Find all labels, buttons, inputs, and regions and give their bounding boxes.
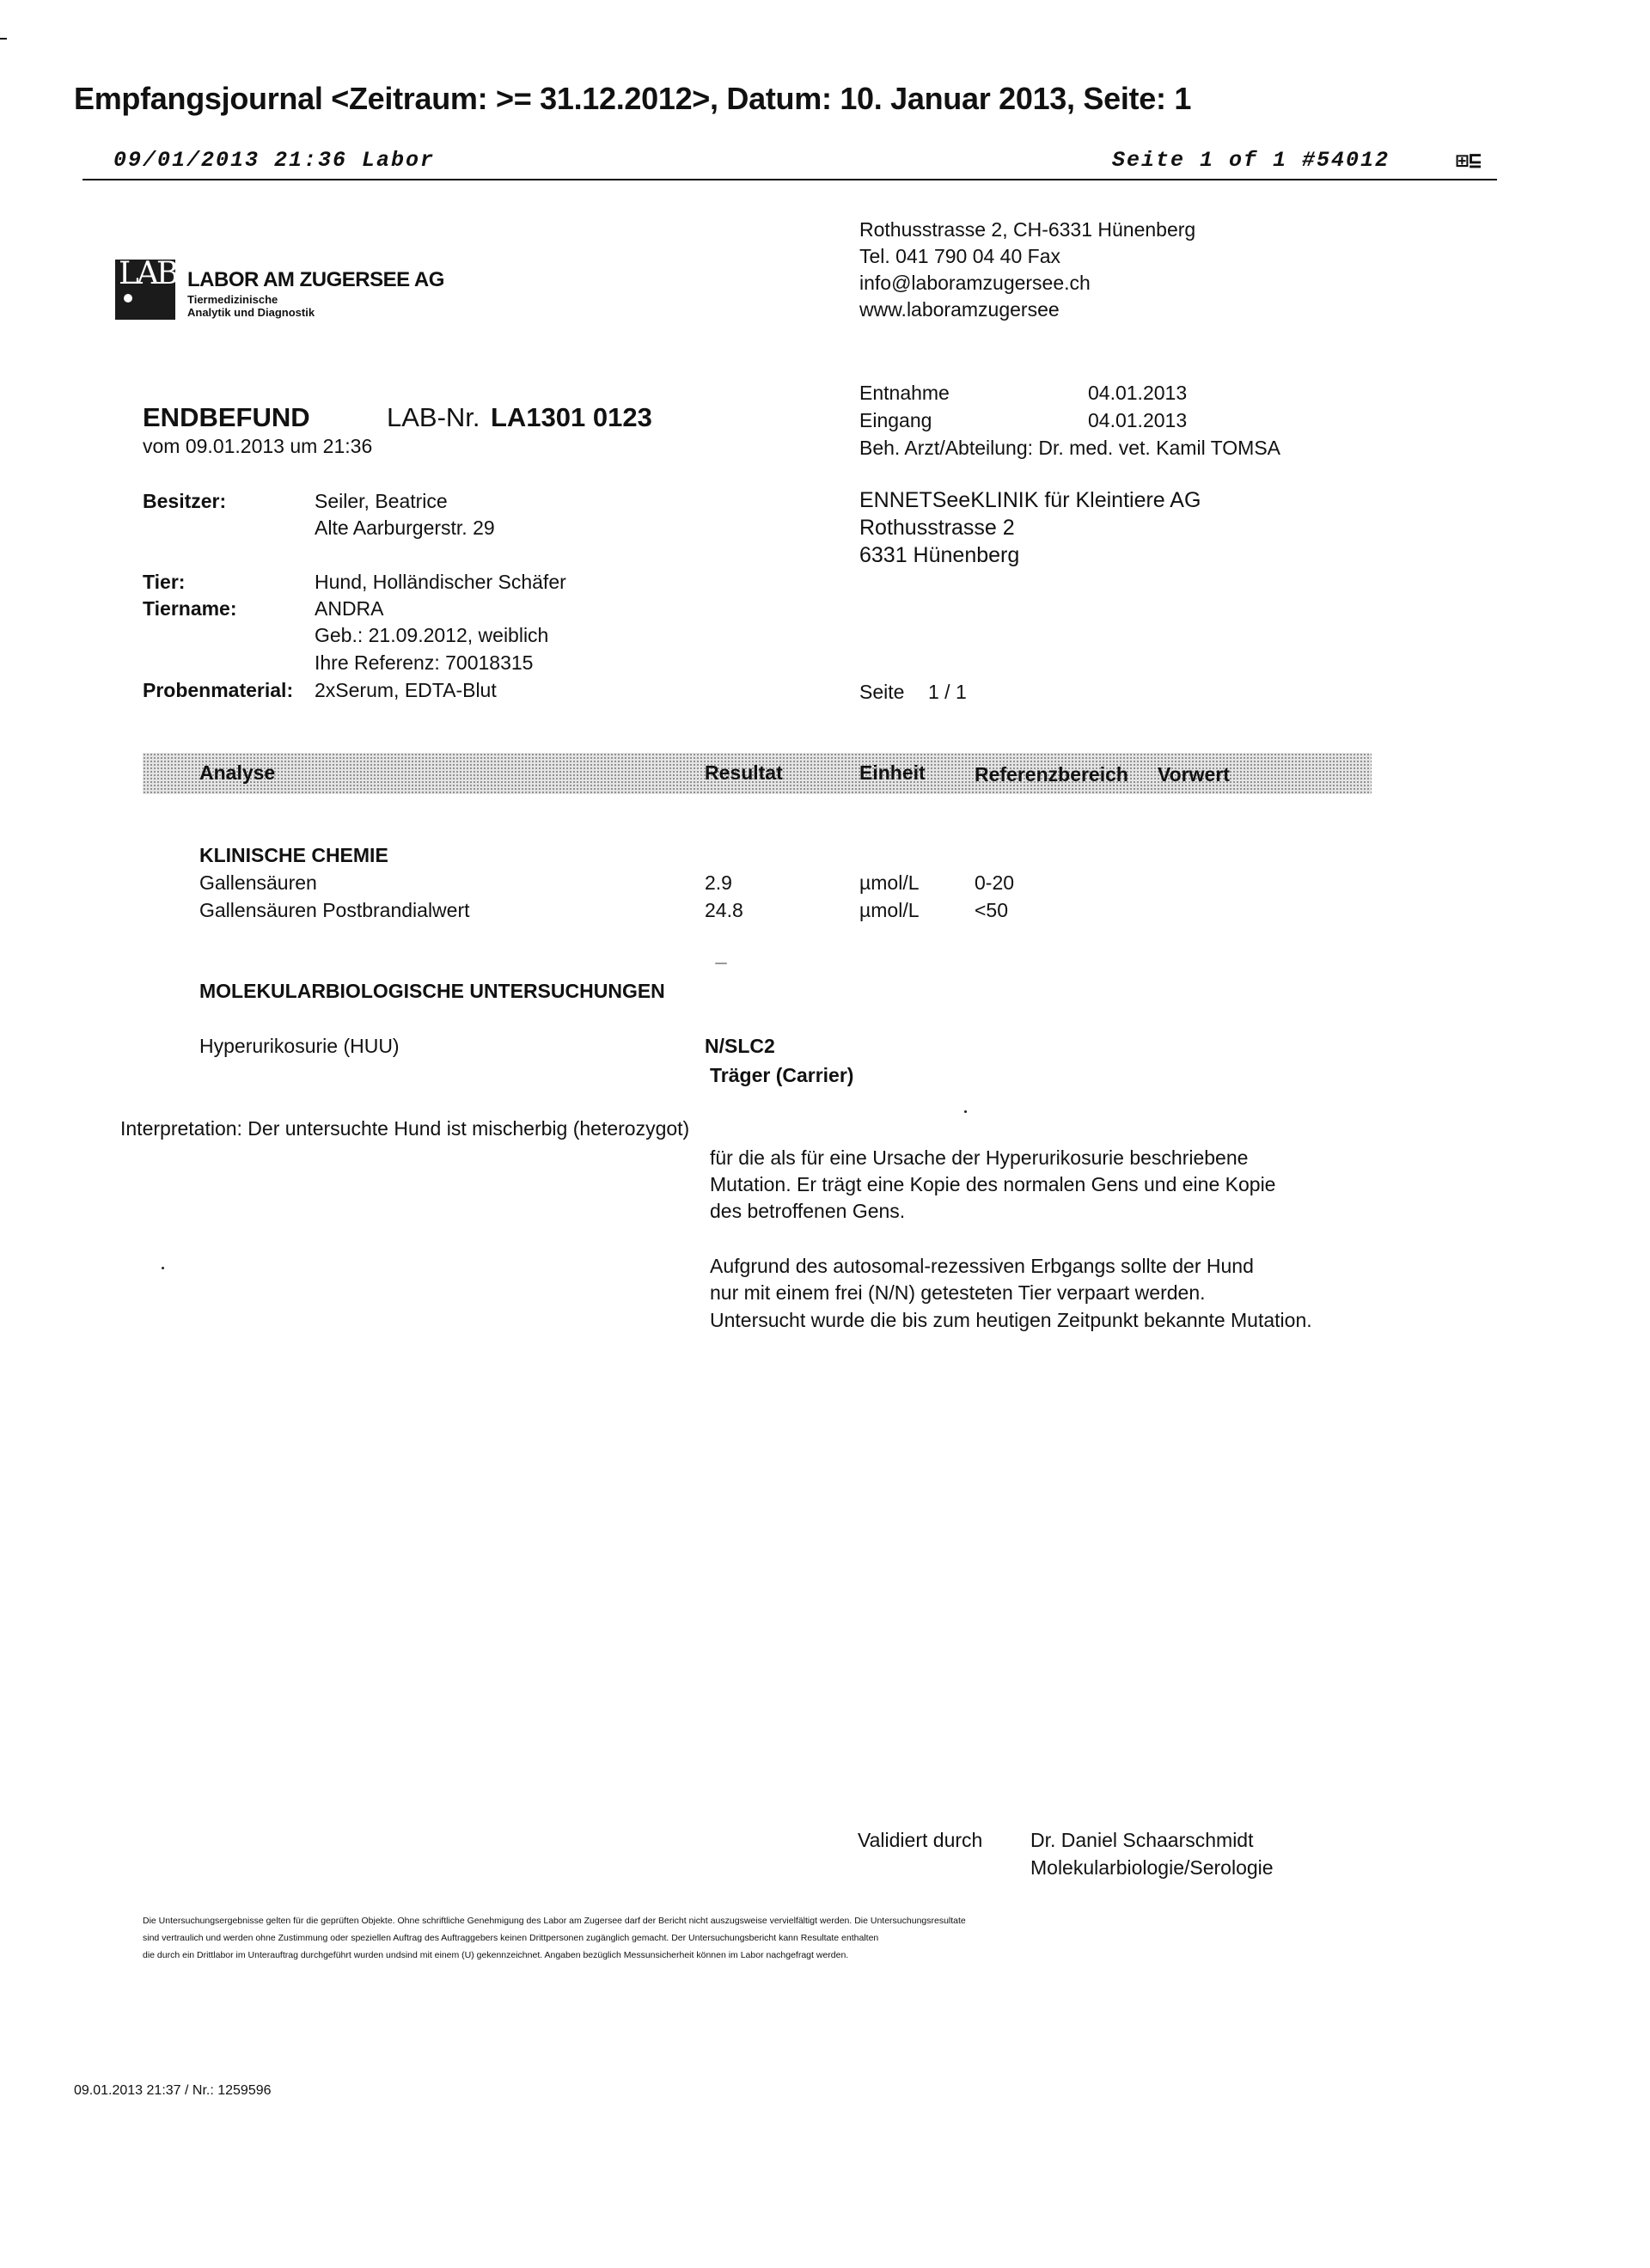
animal-name-label: Tiername: (143, 597, 237, 620)
scan-speck (715, 963, 727, 964)
interpretation-line: für die als für eine Ursache der Hyperurikosurie beschriebene (710, 1146, 1249, 1169)
address-line-1: Rothusstrasse 2, CH-6331 Hünenberg (859, 218, 1196, 241)
lab-number: LA1301 0123 (491, 402, 652, 432)
owner-label: Besitzer: (143, 490, 227, 512)
logo-letters: LAB (119, 256, 177, 291)
row-2-resultat: 24.8 (705, 899, 743, 921)
fax-header-right: Seite 1 of 1 #54012 (1112, 148, 1390, 173)
entnahme-date: 04.01.2013 (1088, 382, 1188, 404)
row-1-analyse: Gallensäuren (199, 871, 317, 894)
header-divider (82, 179, 1497, 180)
edge-tick (0, 38, 7, 40)
address-website: www.laboramzugersee (859, 298, 1060, 321)
sample-material: 2xSerum, EDTA-Blut (315, 679, 497, 701)
huu-result-genotype: N/SLC2 (705, 1035, 775, 1057)
eingang-label: Eingang (859, 409, 932, 431)
validated-by-label: Validiert durch (858, 1829, 983, 1851)
huu-analyse: Hyperurikosurie (HUU) (199, 1035, 400, 1057)
interpretation-line: Untersucht wurde die bis zum heutigen Zeitpunkt bekannte Mutation. (710, 1309, 1312, 1331)
disclaimer-line-1: Die Untersuchungsergebnisse gelten für die geprüften Objekte. Ohne schriftliche Genehmigung des Labor am Zugersee darf der Bericht nicht auszugsweise vervielfältigt werden. Die Untersuchungsresultate (143, 1916, 966, 1926)
animal-birth: Geb.: 21.09.2012, weiblich (315, 624, 549, 646)
row-1-resultat: 2.9 (705, 871, 732, 894)
lab-subtitle-1: Tiermedizinische (187, 293, 278, 306)
fax-mark-icon: ⊞⊑ (1456, 150, 1482, 174)
interpretation-intro: Interpretation: Der untersuchte Hund ist mischerbig (heterozygot) (120, 1117, 690, 1140)
fax-journal-title: Empfangsjournal <Zeitraum: >= 31.12.2012>, Datum: 10. Januar 2013, Seite: 1 (74, 81, 1192, 116)
animal-species: Hund, Holländischer Schäfer (315, 571, 566, 593)
interpretation-line: des betroffenen Gens. (710, 1200, 906, 1222)
attending-vet: Beh. Arzt/Abteilung: Dr. med. vet. Kamil TOMSA (859, 437, 1281, 459)
lab-number-label: LAB-Nr. (387, 402, 480, 432)
validator-department: Molekularbiologie/Serologie (1030, 1856, 1274, 1879)
page-label: Seite (859, 681, 905, 703)
eingang-date: 04.01.2013 (1088, 409, 1188, 431)
row-1-referenz: 0-20 (975, 871, 1015, 894)
clinic-name: ENNETSeeKLINIK für Kleintiere AG (859, 488, 1201, 512)
huu-result-status: Träger (Carrier) (710, 1064, 854, 1086)
owner-name: Seiler, Beatrice (315, 490, 448, 512)
col-resultat: Resultat (705, 761, 783, 784)
section-klinische-chemie: KLINISCHE CHEMIE (199, 844, 388, 866)
row-2-referenz: <50 (975, 899, 1009, 921)
report-date: vom 09.01.2013 um 21:36 (143, 435, 373, 457)
row-2-analyse: Gallensäuren Postbrandialwert (199, 899, 470, 921)
lab-name: LABOR AM ZUGERSEE AG (187, 268, 444, 291)
disclaimer-line-3: die durch ein Drittlabor im Unterauftrag durchgeführt wurden undsind mit einem (U) gekennzeichnet. Angaben bezüglich Messunsicherheit können im Labor nachgefragt werden. (143, 1950, 849, 1960)
col-einheit: Einheit (859, 761, 926, 784)
scan-speck (162, 1267, 164, 1269)
clinic-street: Rothusstrasse 2 (859, 516, 1015, 540)
entnahme-label: Entnahme (859, 382, 950, 404)
interpretation-line: nur mit einem frei (N/N) getesteten Tier verpaart werden. (710, 1281, 1206, 1304)
fax-header-left: 09/01/2013 21:36 Labor (113, 148, 436, 173)
lab-subtitle-2: Analytik und Diagnostik (187, 306, 315, 319)
disclaimer-line-2: sind vertraulich und werden ohne Zustimmung oder speziellen Auftrag des Auftraggebers keinen Drittpersonen zugänglich gemacht. Der Untersuchungsbericht kann Resultate enthalten (143, 1933, 879, 1943)
owner-street: Alte Aarburgerstr. 29 (315, 517, 495, 539)
interpretation-line: Aufgrund des autosomal-rezessiven Erbgangs sollte der Hund (710, 1255, 1254, 1277)
interpretation-line: Mutation. Er trägt eine Kopie des normalen Gens und eine Kopie (710, 1173, 1276, 1195)
col-vorwert: Vorwert (1158, 763, 1230, 786)
clinic-city: 6331 Hünenberg (859, 543, 1020, 567)
col-analyse: Analyse (199, 761, 276, 784)
address-email: info@laboramzugersee.ch (859, 272, 1091, 294)
page-number: 1 / 1 (928, 681, 967, 703)
validator-name: Dr. Daniel Schaarschmidt (1030, 1829, 1254, 1851)
footer-stamp: 09.01.2013 21:37 / Nr.: 1259596 (74, 2083, 272, 2098)
scan-speck (964, 1110, 967, 1113)
logo-dot (124, 294, 132, 303)
row-2-einheit: µmol/L (859, 899, 920, 921)
animal-name: ANDRA (315, 597, 384, 620)
col-referenzbereich: Referenzbereich (975, 763, 1128, 786)
lab-logo-icon (115, 256, 177, 320)
report-title: ENDBEFUND (143, 402, 310, 432)
sample-label: Probenmaterial: (143, 679, 294, 701)
row-1-einheit: µmol/L (859, 871, 920, 894)
animal-label: Tier: (143, 571, 186, 593)
section-molekularbiologie: MOLEKULARBIOLOGISCHE UNTERSUCHUNGEN (199, 980, 665, 1002)
client-reference: Ihre Referenz: 70018315 (315, 651, 534, 674)
address-line-2: Tel. 041 790 04 40 Fax (859, 245, 1060, 267)
